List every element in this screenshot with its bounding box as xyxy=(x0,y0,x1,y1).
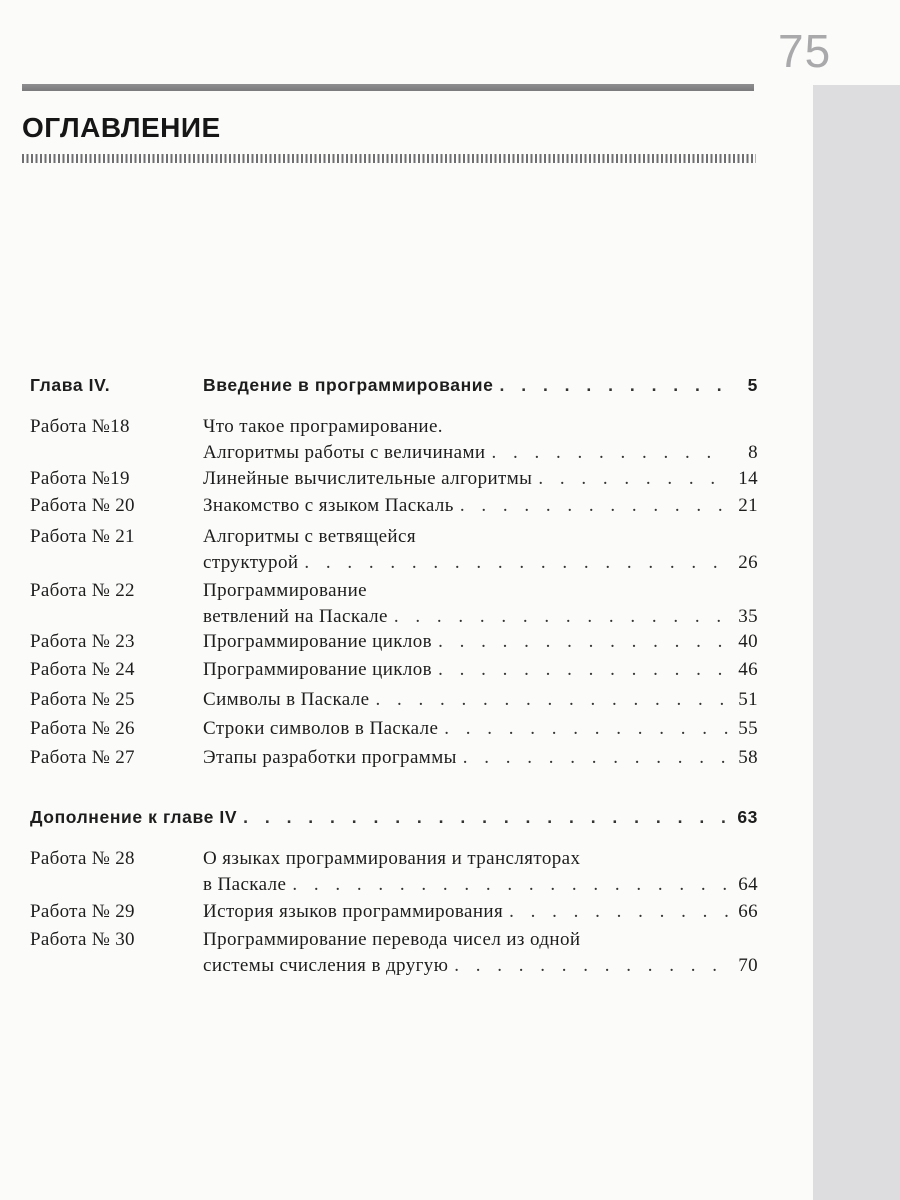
dot-leader xyxy=(438,629,728,655)
work-label: Работа №19 xyxy=(30,468,130,489)
side-margin-strip xyxy=(813,85,900,1200)
supplement-title: Дополнение к главе IV xyxy=(30,807,238,827)
work-label: Работа № 25 xyxy=(30,689,135,710)
work-title-line: Символы в Паскале xyxy=(203,689,370,710)
work-page: 46 xyxy=(738,659,758,680)
work-page: 40 xyxy=(738,631,758,652)
dot-leader xyxy=(304,550,728,576)
work-title-line: Строки символов в Паскале xyxy=(203,718,439,739)
work-label: Работа № 27 xyxy=(30,747,135,768)
work-page: 51 xyxy=(738,689,758,710)
work-title-line: Этапы разработки программы xyxy=(203,747,457,768)
work-page: 8 xyxy=(748,442,758,463)
dot-leader xyxy=(491,440,728,466)
work-page: 35 xyxy=(738,606,758,627)
work-title-line: Знакомство с языком Паскаль xyxy=(203,495,454,516)
work-label: Работа № 22 xyxy=(30,580,135,601)
work-title-line: Алгоритмы работы с величинами xyxy=(203,442,486,463)
work-label: Работа № 30 xyxy=(30,929,135,950)
work-label: Работа №18 xyxy=(30,416,130,437)
work-title-line: Программирование перевода чисел из одной xyxy=(203,929,581,950)
work-title-line: структурой xyxy=(203,552,299,573)
dot-leader xyxy=(454,953,728,979)
work-page: 26 xyxy=(738,552,758,573)
work-label: Работа № 28 xyxy=(30,848,135,869)
dot-leader xyxy=(538,466,728,492)
dot-leader xyxy=(292,872,728,898)
work-label: Работа № 20 xyxy=(30,495,135,516)
work-label: Работа № 24 xyxy=(30,659,135,680)
page-number: 75 xyxy=(778,25,832,77)
dot-leader xyxy=(460,493,728,519)
work-label: Работа № 21 xyxy=(30,526,135,547)
chapter-page: 5 xyxy=(747,375,758,395)
work-page: 55 xyxy=(738,718,758,739)
work-title-line: О языках программирования и трансляторах xyxy=(203,848,581,869)
work-page: 64 xyxy=(738,874,758,895)
dot-leader xyxy=(243,804,728,830)
work-label: Работа № 29 xyxy=(30,901,135,922)
chapter-label: Глава IV. xyxy=(30,375,111,395)
work-page: 66 xyxy=(738,901,758,922)
work-title-line: Программирование xyxy=(203,580,367,601)
work-page: 14 xyxy=(738,468,758,489)
work-title-line: Алгоритмы с ветвящейся xyxy=(203,526,416,547)
page-title: ОГЛАВЛЕНИЕ xyxy=(22,112,221,143)
work-title-line: ветвлений на Паскале xyxy=(203,606,388,627)
work-title-line: История языков программирования xyxy=(203,901,504,922)
dot-leader xyxy=(438,657,728,683)
dot-leader xyxy=(509,899,728,925)
work-page: 70 xyxy=(738,955,758,976)
dot-leader xyxy=(376,687,728,713)
work-title-line: Линейные вычислительные алгоритмы xyxy=(203,468,533,489)
work-page: 21 xyxy=(738,495,758,516)
work-label: Работа № 23 xyxy=(30,631,135,652)
supplement-page: 63 xyxy=(737,807,758,827)
dot-leader xyxy=(463,745,728,771)
work-title-line: Что такое програмирование. xyxy=(203,416,443,437)
work-title-line: в Паскале xyxy=(203,874,287,895)
dot-leader xyxy=(394,604,728,630)
work-title-line: системы счисления в другую xyxy=(203,955,449,976)
work-title-line: Программирование циклов xyxy=(203,631,433,652)
chapter-title: Введение в программирование xyxy=(203,375,494,395)
work-title-line: Программирование циклов xyxy=(203,659,433,680)
work-page: 58 xyxy=(738,747,758,768)
dot-leader xyxy=(500,372,729,398)
dot-leader xyxy=(444,716,728,742)
work-label: Работа № 26 xyxy=(30,718,135,739)
